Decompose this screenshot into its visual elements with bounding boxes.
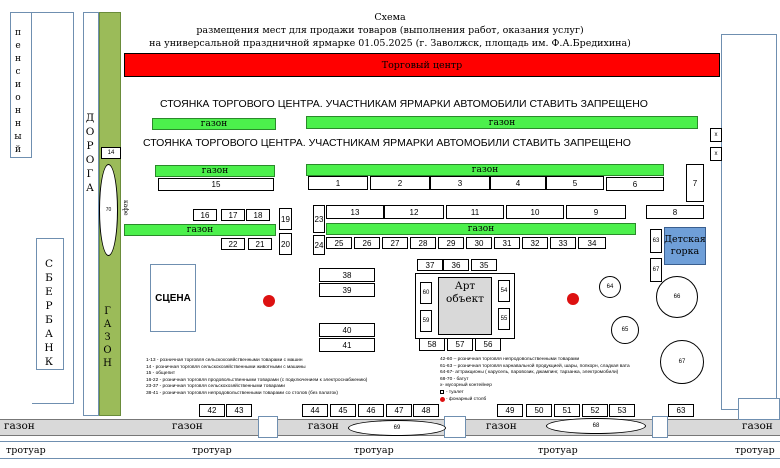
stall-label: 58 bbox=[427, 340, 437, 349]
stall-label: 48 bbox=[421, 406, 431, 415]
sidewalk-label-1: тротуар bbox=[6, 445, 46, 456]
stall-55[interactable] bbox=[498, 308, 510, 330]
stall-39[interactable] bbox=[319, 283, 375, 297]
gazon-label: газон bbox=[201, 166, 229, 176]
legend-item: - фонарный столб bbox=[446, 396, 487, 402]
parking-text-2: СТОЯНКА ТОРГОВОГО ЦЕНТРА. УЧАСТНИКАМ ЯРМАРКИ АВТОМОБИЛИ СТАВИТЬ ЗАПРЕЩЕНО bbox=[143, 137, 631, 149]
sidewalk-label-2: тротуар bbox=[192, 445, 232, 456]
stall-label: 9 bbox=[593, 207, 599, 217]
stall-label: 52 bbox=[590, 406, 600, 415]
stall-29[interactable] bbox=[438, 237, 464, 249]
stall-19[interactable] bbox=[279, 208, 292, 230]
stall-15[interactable] bbox=[158, 178, 274, 191]
walkway-gap-2 bbox=[444, 416, 466, 438]
legend-item: 61-63 – розничная торговля карнавальной продукцией, шары, попкорн, сладкая вата bbox=[440, 363, 630, 369]
stall-label: 57 bbox=[455, 340, 465, 349]
stall-51[interactable] bbox=[554, 404, 580, 417]
stall-14[interactable] bbox=[101, 147, 121, 159]
stall-label: 31 bbox=[502, 238, 512, 248]
stall-label: 65 bbox=[621, 327, 629, 333]
parking-text-1: СТОЯНКА ТОРГОВОГО ЦЕНТРА. УЧАСТНИКАМ ЯРМАРКИ АВТОМОБИЛИ СТАВИТЬ ЗАПРЕЩЕНО bbox=[160, 98, 648, 110]
legend-item: х- мусорный контейнер bbox=[440, 383, 492, 389]
gazon-label: газон bbox=[488, 117, 516, 128]
stall-18[interactable] bbox=[246, 209, 270, 221]
stall-56[interactable] bbox=[475, 338, 501, 351]
stall-label: 25 bbox=[334, 238, 344, 248]
stall-label: 34 bbox=[587, 238, 597, 248]
stall-label: 32 bbox=[530, 238, 540, 248]
stall-label: 28 bbox=[418, 238, 428, 248]
legend-item: 38-41 - розничная торговля непродовольственными товарами со столов (без палаток) bbox=[146, 390, 338, 396]
batut-70-label: 70 bbox=[105, 207, 112, 213]
gazon-label: газон bbox=[467, 224, 495, 234]
sidewalk-label-5: тротуар bbox=[735, 445, 775, 456]
stall-label: 39 bbox=[342, 285, 352, 295]
stall-5[interactable] bbox=[546, 176, 604, 190]
gazon-top-right bbox=[306, 116, 698, 129]
stall-13[interactable] bbox=[326, 205, 384, 219]
legend-item: 64-67- аттракционы ( карусель, паровозик, джампинг, тарзанка, электромобили) bbox=[440, 370, 619, 376]
map-header bbox=[140, 11, 640, 50]
stage bbox=[150, 264, 196, 332]
stall-1[interactable] bbox=[308, 176, 368, 190]
art-object bbox=[438, 277, 492, 335]
stall-33[interactable] bbox=[550, 237, 576, 249]
legend-item: - туалет bbox=[446, 389, 464, 395]
stall-label: 59 bbox=[422, 318, 430, 324]
stall-label: 41 bbox=[342, 340, 352, 350]
gazon-label: газон bbox=[471, 165, 499, 175]
stall-label: 46 bbox=[366, 406, 376, 415]
road-strip bbox=[83, 12, 99, 416]
legend-left bbox=[146, 358, 367, 398]
legend-item: 42-60 – розничная торговля непродовольственными товарами bbox=[440, 357, 580, 362]
stall-67-small[interactable] bbox=[650, 258, 662, 282]
kids-slide-label: Детская горка bbox=[664, 234, 706, 257]
stall-label: 42 bbox=[207, 406, 217, 415]
stall-label: 21 bbox=[255, 239, 265, 249]
stall-21[interactable] bbox=[248, 238, 272, 250]
stall-label: 67 bbox=[678, 359, 686, 365]
stall-label: 35 bbox=[479, 260, 489, 270]
trade-center-label: Торговый центр bbox=[381, 59, 463, 71]
gazon-bottom-label-5: газон bbox=[742, 420, 773, 432]
stall-label: 1 bbox=[335, 178, 341, 188]
attraction-65[interactable] bbox=[611, 316, 639, 344]
stall-36[interactable] bbox=[443, 259, 469, 271]
stall-31[interactable] bbox=[494, 237, 520, 249]
trash-label: х bbox=[714, 151, 718, 157]
stall-label: 47 bbox=[394, 406, 404, 415]
right-box-label: х bbox=[714, 132, 718, 138]
walkway-gap-1 bbox=[258, 416, 278, 438]
stall-22[interactable] bbox=[221, 238, 245, 250]
stall-label: 20 bbox=[281, 239, 290, 249]
stall-label: 8 bbox=[672, 207, 678, 217]
gazon-label: газон bbox=[200, 119, 228, 129]
legend-item: 14 - розничная торговля сельскохозяйственными животными с машины bbox=[146, 364, 306, 370]
stall-label: 27 bbox=[390, 238, 400, 248]
batut-68[interactable] bbox=[546, 418, 646, 434]
batut-69[interactable] bbox=[348, 420, 446, 436]
stall-label: 23 bbox=[314, 214, 324, 224]
batut-69-label: 69 bbox=[393, 425, 401, 431]
art-object-label: Арт объект bbox=[446, 280, 484, 305]
stall-27[interactable] bbox=[382, 237, 408, 249]
sberbank-label: СБЕРБАНК bbox=[43, 258, 55, 370]
gazon-top-left bbox=[152, 118, 276, 130]
trash-container[interactable] bbox=[710, 147, 722, 161]
kids-slide[interactable] bbox=[664, 227, 706, 265]
title-line1: Схема bbox=[374, 12, 406, 23]
stall-32[interactable] bbox=[522, 237, 548, 249]
stall-label: 4 bbox=[515, 178, 521, 188]
stall-6[interactable] bbox=[606, 177, 664, 191]
stall-43[interactable] bbox=[226, 404, 252, 417]
stall-label: 17 bbox=[228, 210, 238, 220]
stage-label: СЦЕНА bbox=[155, 292, 191, 304]
stall-label: 30 bbox=[474, 238, 484, 248]
stall-label: 5 bbox=[572, 178, 578, 188]
stall-40[interactable] bbox=[319, 323, 375, 337]
stall-47[interactable] bbox=[386, 404, 412, 417]
stall-label: 13 bbox=[350, 207, 360, 217]
stall-label: 19 bbox=[281, 214, 290, 224]
stall-label: 3 bbox=[457, 178, 463, 188]
stall-label: 16 bbox=[200, 210, 210, 220]
gazon-bottom-label-4: газон bbox=[486, 420, 517, 432]
trade-center bbox=[124, 53, 720, 77]
legend-item: 23-37 - розничная торговля сельскохозяйственными товарами bbox=[146, 384, 285, 390]
legend-right bbox=[440, 357, 630, 403]
stall-label: 38 bbox=[342, 270, 352, 280]
stall-label: 6 bbox=[632, 179, 638, 189]
stall-label: 29 bbox=[446, 238, 456, 248]
sidewalk-label-3: тротуар bbox=[354, 445, 394, 456]
lamp-post-right bbox=[568, 294, 578, 304]
stall-label: 67 bbox=[652, 267, 660, 273]
legend-item: 16-22 - розничная торговля продовольственными товарами (с подключением к электроснабжению) bbox=[146, 377, 368, 383]
stall-63-bottom[interactable] bbox=[668, 404, 694, 417]
stall-34[interactable] bbox=[578, 237, 606, 249]
stall-label: 56 bbox=[483, 340, 493, 349]
stall-23[interactable] bbox=[313, 205, 325, 233]
gazon-label: газон bbox=[186, 225, 214, 235]
stall-14-label: 14 bbox=[107, 150, 115, 156]
gazon-bottom-label-2: газон bbox=[172, 420, 203, 432]
legend-item: 1-13 - розничная торговля сельскохозяйственными товарами с машин bbox=[146, 358, 303, 363]
stall-label: 45 bbox=[338, 406, 348, 415]
stall-8[interactable] bbox=[646, 205, 704, 219]
stall-label: 36 bbox=[451, 260, 461, 270]
gazon-row3-left bbox=[124, 224, 276, 236]
stall-12[interactable] bbox=[384, 205, 444, 219]
stall-label: 7 bbox=[692, 178, 698, 188]
attraction-64[interactable] bbox=[599, 276, 621, 298]
stall-30[interactable] bbox=[466, 237, 492, 249]
gazon-row3-right bbox=[326, 223, 636, 235]
stall-label: 66 bbox=[673, 294, 681, 300]
stall-3[interactable] bbox=[430, 176, 490, 190]
stall-label: 37 bbox=[425, 260, 435, 270]
batut-70[interactable] bbox=[99, 164, 118, 256]
stall-label: 63 bbox=[652, 238, 660, 244]
pension-label: пенсионный bbox=[13, 28, 23, 158]
stall-10[interactable] bbox=[506, 205, 564, 219]
stall-26[interactable] bbox=[354, 237, 380, 249]
stall-59[interactable] bbox=[420, 310, 432, 332]
legend-item: 15 - общепит bbox=[146, 371, 176, 377]
stall-16[interactable] bbox=[193, 209, 217, 221]
gazon-row2-right bbox=[306, 164, 664, 176]
stall-label: 10 bbox=[530, 207, 540, 217]
stall-20[interactable] bbox=[279, 233, 292, 255]
stall-63-top[interactable] bbox=[650, 229, 662, 253]
attraction-67[interactable] bbox=[660, 340, 704, 384]
road-gazon-label: ГАЗОН bbox=[102, 306, 113, 371]
stall-label: 15 bbox=[211, 180, 221, 189]
stall-7[interactable] bbox=[686, 164, 704, 202]
stall-label: 22 bbox=[228, 239, 238, 249]
stall-9[interactable] bbox=[566, 205, 626, 219]
stall-17[interactable] bbox=[221, 209, 245, 221]
stall-label: 18 bbox=[253, 210, 263, 220]
sidewalk-label-4: тротуар bbox=[538, 445, 578, 456]
stall-46[interactable] bbox=[358, 404, 384, 417]
stall-41[interactable] bbox=[319, 338, 375, 352]
walkway-gap-3 bbox=[652, 416, 668, 438]
stall-label: 50 bbox=[534, 406, 544, 415]
stall-52[interactable] bbox=[582, 404, 608, 417]
stall-label: 60 bbox=[422, 290, 430, 296]
stall-42[interactable] bbox=[199, 404, 225, 417]
stall-24[interactable] bbox=[313, 235, 325, 255]
stall-label: 49 bbox=[505, 406, 515, 415]
road-label: ДОРОГА bbox=[84, 112, 96, 196]
batut-68-label: 68 bbox=[592, 423, 600, 429]
legend-item: 68-70 - батут bbox=[440, 376, 469, 382]
stall-label: 51 bbox=[562, 406, 572, 415]
stall-label: 33 bbox=[558, 238, 568, 248]
stall-44[interactable] bbox=[302, 404, 328, 417]
stall-label: 2 bbox=[397, 178, 403, 188]
right-edge-building bbox=[738, 398, 780, 420]
stall-50[interactable] bbox=[526, 404, 552, 417]
gazon-bottom-label-1: газон bbox=[4, 420, 35, 432]
stall-label: 24 bbox=[314, 240, 324, 250]
stall-label: 64 bbox=[606, 284, 614, 290]
title-line3: на универсальной праздничной ярмарке 01.05.2025 (г. Заволжск, площадь им. Ф.А.Бредихина) bbox=[149, 38, 631, 49]
stall-label: 40 bbox=[342, 325, 352, 335]
attraction-66[interactable] bbox=[656, 276, 698, 318]
stall-60[interactable] bbox=[420, 282, 432, 304]
stall-2[interactable] bbox=[370, 176, 430, 190]
stall-label: 12 bbox=[409, 207, 419, 217]
stall-4[interactable] bbox=[490, 176, 546, 190]
stall-11[interactable] bbox=[446, 205, 504, 219]
stall-45[interactable] bbox=[330, 404, 356, 417]
lamp-post-left bbox=[264, 296, 274, 306]
stall-48[interactable] bbox=[413, 404, 439, 417]
stall-label: 63 bbox=[676, 406, 686, 415]
stall-label: 53 bbox=[617, 406, 627, 415]
right-strip bbox=[721, 34, 777, 410]
stall-label: 11 bbox=[470, 207, 480, 217]
stall-label: 26 bbox=[362, 238, 372, 248]
stall-54[interactable] bbox=[498, 280, 510, 302]
title-line2: размещения мест для продажи товаров (выполнения работ, оказания услуг) bbox=[196, 25, 584, 36]
stall-49[interactable] bbox=[497, 404, 523, 417]
stall-35[interactable] bbox=[471, 259, 497, 271]
stall-53[interactable] bbox=[609, 404, 635, 417]
stall-57[interactable] bbox=[447, 338, 473, 351]
stall-label: 44 bbox=[310, 406, 320, 415]
stall-label: 54 bbox=[500, 288, 508, 294]
stall-25[interactable] bbox=[326, 237, 352, 249]
stall-38[interactable] bbox=[319, 268, 375, 282]
gazon-bottom-label-3: газон bbox=[308, 420, 339, 432]
stall-label: 43 bbox=[234, 406, 244, 415]
stall-58[interactable] bbox=[419, 338, 445, 351]
gazon-row2-left bbox=[155, 165, 275, 177]
toilet-legend-icon bbox=[440, 390, 444, 394]
stall-right-1[interactable] bbox=[710, 128, 722, 142]
lamp-legend-icon bbox=[440, 397, 445, 402]
stall-28[interactable] bbox=[410, 237, 436, 249]
kafe-label: кафе bbox=[122, 200, 129, 216]
stall-label: 55 bbox=[500, 316, 508, 322]
stall-37[interactable] bbox=[417, 259, 443, 271]
